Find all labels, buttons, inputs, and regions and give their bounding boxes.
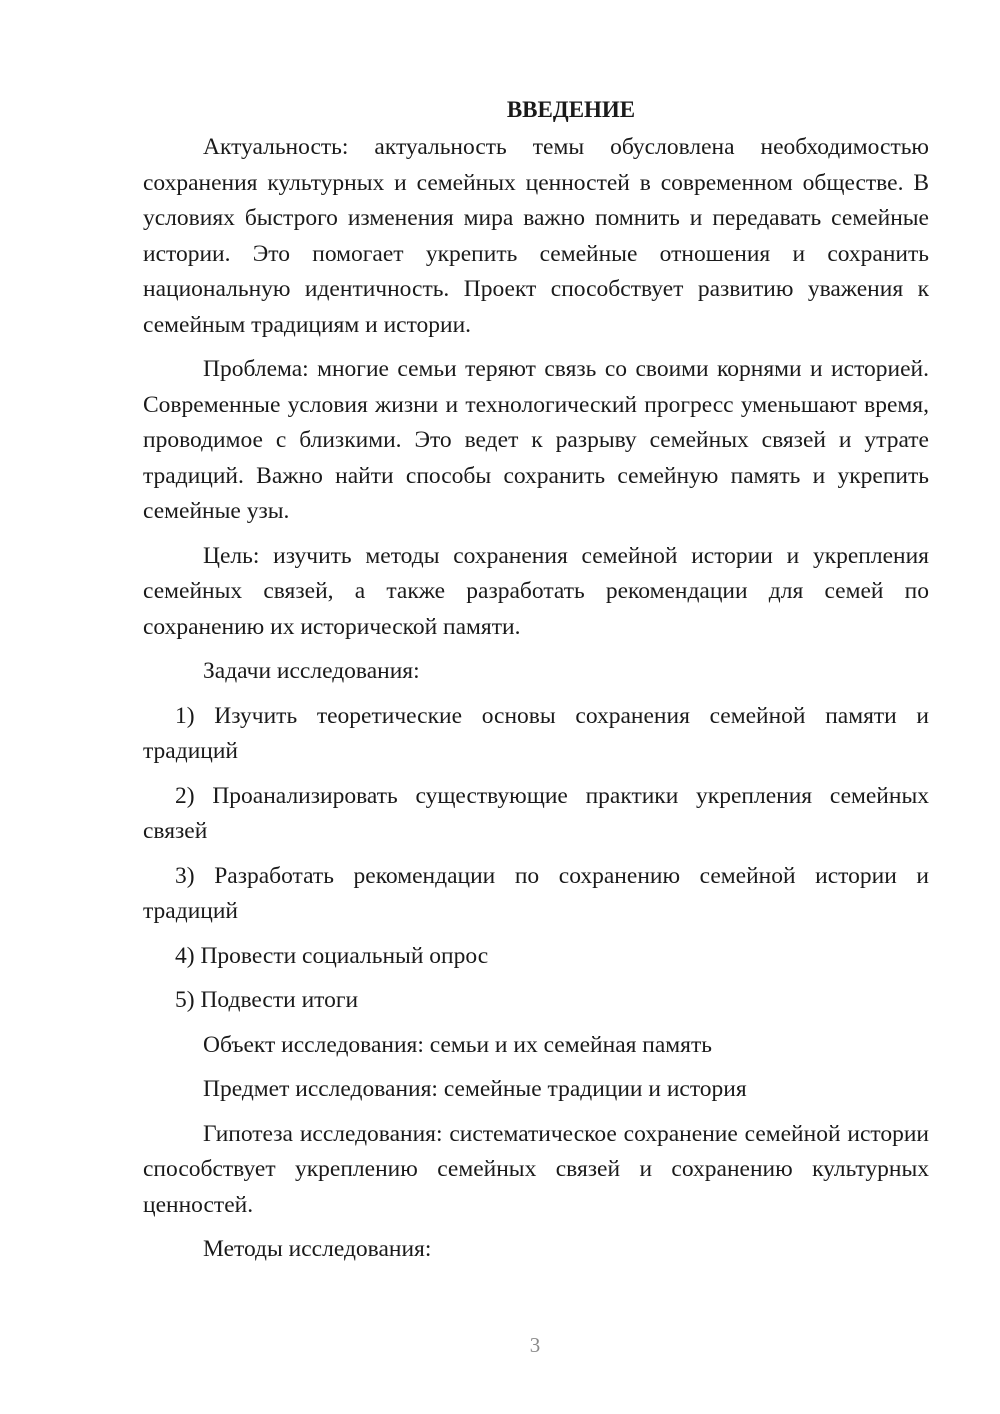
goal-paragraph: Цель: изучить методы сохранения семейной истории и укрепления семейных связей, а также разработать рекомендации для семей по сохранению их исторической памяти. — [143, 542, 929, 640]
research-hypothesis: Гипотеза исследования: систематическое сохранение семейной истории способствует укреплению семейных связей и сохранению культурных ценностей. — [143, 1120, 929, 1218]
task-item: 3) Разработать рекомендации по сохранению семейной истории и традиций — [143, 862, 929, 924]
research-object: Объект исследования: семьи и их семейная память — [203, 1031, 712, 1058]
problem-paragraph: Проблема: многие семьи теряют связь со своими корнями и историей. Современные условия жизни и технологический прогресс уменьшают время, проводимое с близкими. Это ведет к разрыву семейных связей и утрате традиций. Важно найти способы сохранить семейную память и укрепить семейные узы. — [143, 356, 929, 524]
page-number: 3 — [529, 1333, 541, 1357]
page-title: ВВЕДЕНИЕ — [506, 97, 636, 122]
page-content — [143, 92, 929, 1277]
task-item: 1) Изучить теоретические основы сохранения семейной памяти и традиций — [143, 702, 929, 764]
task-item: 4) Провести социальный опрос — [175, 942, 489, 969]
relevance-paragraph: Актуальность: актуальность темы обусловлена необходимостью сохранения культурных и семейных ценностей в современном обществе. В условиях быстрого изменения мира важно помнить и передавать семейные истории. Это помогает укрепить семейные отношения и сохранить национальную идентичность. Проект способствует развитию уважения к семейным традициям и истории. — [143, 134, 929, 338]
methods-heading: Методы исследования: — [203, 1236, 432, 1262]
research-subject: Предмет исследования: семейные традиции и история — [203, 1076, 747, 1102]
task-item: 5) Подвести итоги — [175, 987, 359, 1013]
task-item: 2) Проанализировать существующие практики укрепления семейных связей — [143, 782, 929, 844]
tasks-heading: Задачи исследования: — [203, 658, 420, 684]
